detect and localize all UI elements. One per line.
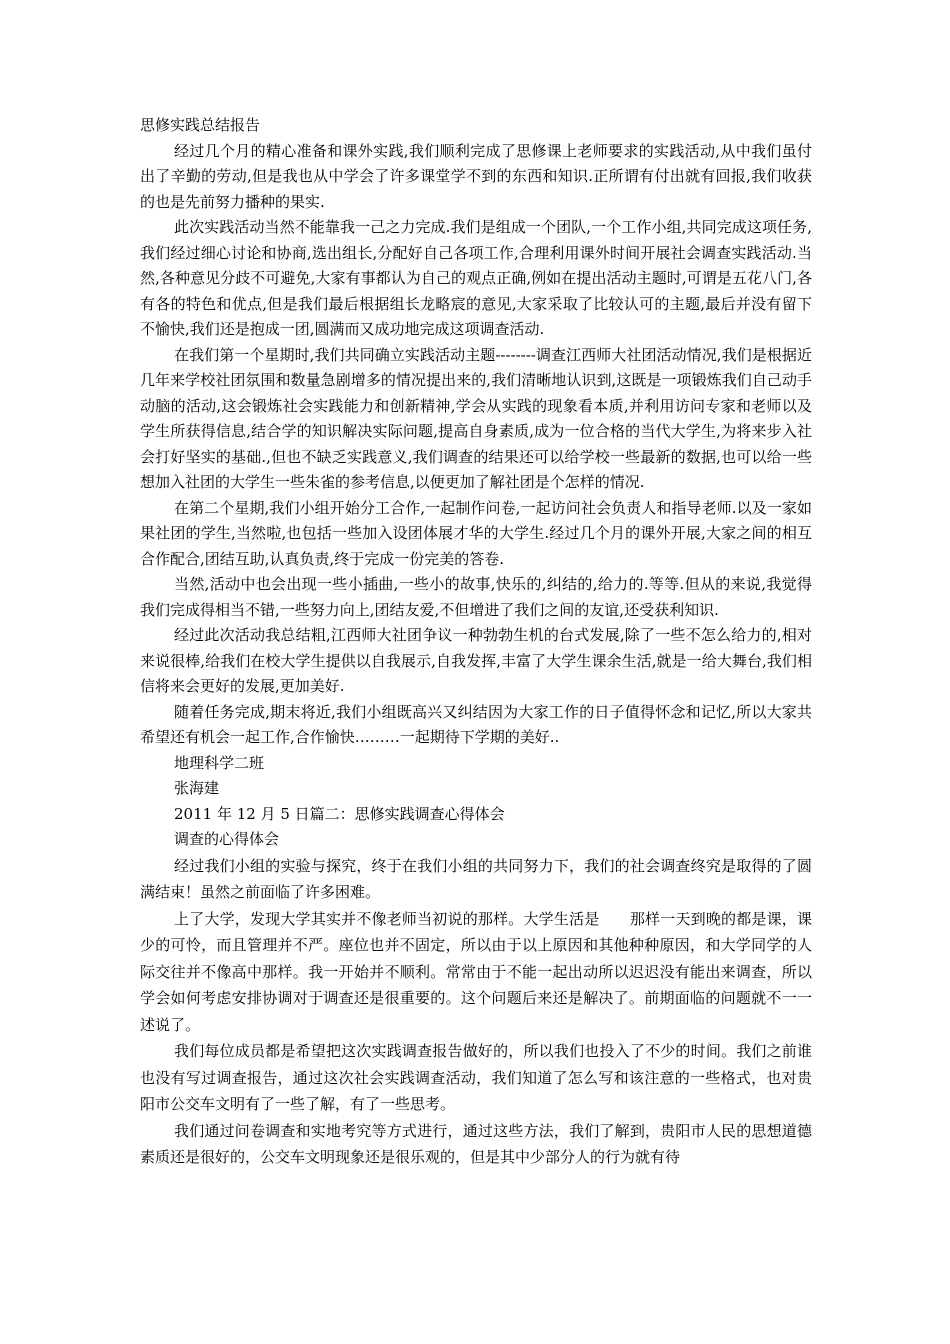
paragraph: 经过我们小组的实验与探究，终于在我们小组的共同努力下，我们的社会调查终究是取得的了圆满结束！虽然之前面临了许多困难。 [140,856,812,901]
document-title: 思修实践总结报告 [140,116,261,134]
paragraph: 在第二个星期,我们小组开始分工合作,一起制作问卷,一起访问社会负责人和指导老师.以及一家如果社团的学生,当然啦,也包括一些加入设团体展才华的大学生.经过几个月的课外开展,大家之间的相互合作配合,团结互助,认真负责,终于完成一份完美的答卷. [140,498,812,568]
part2-subtitle: 调查的心得体会 [174,830,280,848]
signature-date: 2011 年 12 月 5 日篇二：思修实践调查心得体会 [174,804,505,823]
paragraph: 经过几个月的精心准备和课外实践,我们顺利完成了思修课上老师要求的实践活动,从中我们虽付出了辛勤的劳动,但是我也从中学会了许多课堂学不到的东西和知识.正所谓有付出就有回报,我们收获的也是先前努力播种的果实. [140,141,812,211]
paragraph: 随着任务完成,期末将近,我们小组既高兴又纠结因为大家工作的日子值得怀念和记忆,所以大家共希望还有机会一起工作,合作愉快………一起期待下学期的美好.. [140,702,812,746]
paragraph: 在我们第一个星期时,我们共同确立实践活动主题--------调查江西师大社团活动情况,我们是根据近几年来学校社团氛围和数量急剧增多的情况提出来的,我们清晰地认识到,这既是一项锻炼我们自己动手动脑的活动,这会锻炼社会实践能力和创新精神,学会从实践的现象看本质,并利用访问专家和老师以及学生所获得信息,结合学的知识解决实际问题,提高自身素质,成为一位合格的当代大学生,为将来步入社会打好坚实的基础.,但也不缺乏实践意义,我们调查的结果还可以给学校一些最新的数据,也可以给一些想加入社团的大学生一些朱雀的参考信息,以便更加了解社团是个怎样的情况. [140,345,812,491]
paragraph: 经过此次活动我总结粗,江西师大社团争议一种勃勃生机的台式发展,除了一些不怎么给力的,相对来说很棒,给我们在校大学生提供以自我展示,自我发挥,丰富了大学生课余生活,就是一给大舞台,我们相信将来会更好的发展,更加美好. [140,626,812,695]
signature-class: 地理科学二班 [174,753,265,772]
paragraph: 上了大学，发现大学其实并不像老师当初说的那样。大学生活是 那样一天到晚的都是课，课少的可怜，而且管理并不严。座位也并不固定，所以由于以上原因和其他种种原因，和大学同学的人际交往并不像高中那样。我一开始并不顺利。常常由于不能一起出动所以迟迟没有能出来调查，所以学会如何考虑安排协调对于调查还是很重要的。这个问题后来还是解决了。前期面临的问题就不一一述说了。 [140,909,812,1034]
paragraph: 此次实践活动当然不能靠我一己之力完成.我们是组成一个团队,一个工作小组,共同完成这项任务,我们经过细心讨论和协商,选出组长,分配好自己各项工作,合理利用课外时间开展社会调查实践活动.当然,各种意见分歧不可避免,大家有事都认为自己的观点正确,例如在提出活动主题时,可谓是五花八门,各有各的特色和优点,但是我们最后根据组长龙略宸的意见,大家采取了比较认可的主题,最后并没有留下不愉快,我们还是抱成一团,圆满而又成功地完成这项调查活动. [140,218,812,338]
paragraph: 当然,活动中也会出现一些小插曲,一些小的故事,快乐的,纠结的,给力的.等等.但从的来说,我觉得我们完成得相当不错,一些努力向上,团结友爱,不但增进了我们之间的友谊,还受获利知识. [140,575,812,619]
paragraph: 我们每位成员都是希望把这次实践调查报告做好的，所以我们也投入了不少的时间。我们之前谁也没有写过调查报告，通过这次社会实践调查活动，我们知道了怎么写和该注意的一些格式，也对贵阳市公交车文明有了一些了解，有了一些思考。 [140,1042,812,1113]
document-page [140,113,812,1171]
paragraph: 我们通过问卷调查和实地考究等方式进行，通过这些方法，我们了解到，贵阳市人民的思想道德素质还是很好的，公交车文明现象还是很乐观的，但是其中少部分人的行为就有待 [140,1121,812,1166]
signature-author: 张海建 [174,779,220,797]
